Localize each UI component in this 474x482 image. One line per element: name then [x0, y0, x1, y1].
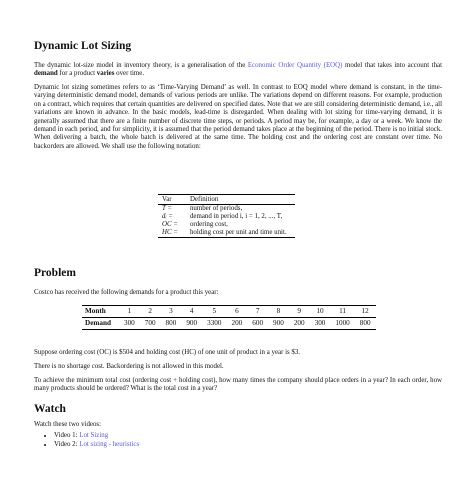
month-cell: 1	[119, 306, 140, 318]
eoq-link[interactable]: Economic Order Quantity (EOQ)	[247, 62, 343, 69]
notation-symbol: T =	[162, 205, 173, 212]
notation-definition: demand in period i, i = 1, 2, ..., T,	[189, 213, 283, 220]
section-title-dynamic-lot-sizing: Dynamic Lot Sizing	[34, 40, 132, 52]
demand-cell: 3300	[202, 318, 226, 330]
intro-paragraph	[34, 62, 442, 79]
notation-table	[158, 194, 295, 238]
notation-header-row	[158, 195, 295, 205]
demand-cell: 200	[226, 318, 247, 330]
demand-cell: 900	[268, 318, 289, 330]
month-cell: 12	[355, 306, 376, 318]
intro-text-d: over time.	[114, 70, 145, 78]
notation-row	[158, 229, 295, 238]
month-row	[82, 306, 376, 318]
list-item	[54, 440, 139, 449]
costs-paragraph: Suppose ordering cost (OC) is $504 and holding cost (HC) of one unit of product in a year is $3.	[34, 349, 301, 356]
notation-header-var: Var	[158, 195, 186, 205]
month-cell: 10	[310, 306, 331, 318]
month-cell: 9	[289, 306, 310, 318]
notation-symbol: HC =	[158, 229, 186, 238]
intro-text-a: The dynamic lot-size model in inventory theory, is a generalisation of the	[34, 62, 248, 69]
notation-definition: number of periods,	[189, 205, 243, 212]
demand-bold: demand	[34, 70, 58, 78]
video-prefix: Video 2:	[54, 441, 80, 448]
notation-row	[158, 221, 295, 229]
month-cell: 4	[181, 306, 202, 318]
notation-definition: ordering cost,	[189, 221, 228, 228]
demand-row-label: Demand	[82, 318, 119, 330]
notation-header-definition: Definition	[186, 195, 295, 205]
video-list	[42, 431, 139, 449]
demand-cell: 600	[247, 318, 268, 330]
varies-bold: varies	[96, 70, 115, 78]
notation-row	[158, 205, 295, 214]
intro-text-c: for a product	[57, 70, 97, 78]
question-paragraph: To achieve the minimum total cost (ordering cost + holding cost), how many times the company should place orders in a year? In each order, how many products should be ordered? What is the total cost in a year?	[34, 377, 442, 393]
watch-intro: Watch these two videos:	[34, 421, 101, 428]
video-link-heuristics[interactable]: Lot sizing - heuristics	[79, 441, 140, 448]
month-cell: 3	[161, 306, 182, 318]
list-item	[54, 431, 139, 440]
demand-cell: 1000	[330, 318, 354, 330]
demand-cell: 900	[181, 318, 202, 330]
notation-symbol: OC =	[162, 221, 178, 228]
demand-cell: 300	[310, 318, 331, 330]
notation-symbol: dᵢ =	[162, 213, 173, 220]
month-cell: 5	[202, 306, 226, 318]
month-cell: 2	[140, 306, 161, 318]
month-row-label: Month	[82, 306, 119, 318]
description-paragraph: Dynamic lot sizing sometimes refers to as ‘Time-Varying Demand’ as well. In contrast to EOQ model where demand is constant, in the time-varying deterministic demand model, demands of various periods are unlike. The variations depend on different reasons. For example, production on a contract, which requires that certain quantities are delivered on specified dates. Note that we are still considering deterministic demand, i.e., all variations are known in advance. In the basic models, lead-time is disregarded. When dealing with lot sizing for time-varying demand, it is generally assumed that there are a finite number of discrete time steps, or periods. A period may be, for example, a day or a week. We know the demand in each period, and for simplicity, it is assumed that the period demand takes place at the beginning of the period. There is no initial stock. When delivering a batch, the whole batch is delivered at the same time. The holding cost and the ordering cost are constant over time. No backorders are allowed. We shall use the following notation:	[34, 84, 442, 150]
video-link-lot-sizing[interactable]: Lot Sizing	[79, 432, 109, 439]
section-title-watch: Watch	[34, 403, 66, 415]
demand-cell: 800	[161, 318, 182, 330]
notation-row	[158, 213, 295, 221]
problem-intro: Costco has received the following demands for a product this year:	[34, 289, 219, 296]
intro-text-b: model that takes into account that	[342, 62, 443, 69]
shortage-paragraph: There is no shortage cost. Backordering is not allowed in this model.	[34, 363, 224, 370]
demand-cell: 300	[119, 318, 140, 330]
section-title-problem: Problem	[34, 267, 76, 279]
demand-row	[82, 318, 376, 330]
demand-table	[82, 305, 376, 330]
month-cell: 11	[330, 306, 354, 318]
demand-cell: 700	[140, 318, 161, 330]
month-cell: 7	[247, 306, 268, 318]
demand-cell: 800	[355, 318, 376, 330]
month-cell: 8	[268, 306, 289, 318]
video-prefix: Video 1:	[54, 432, 80, 439]
notation-definition: holding cost per unit and time unit.	[186, 229, 295, 238]
month-cell: 6	[226, 306, 247, 318]
demand-cell: 200	[289, 318, 310, 330]
